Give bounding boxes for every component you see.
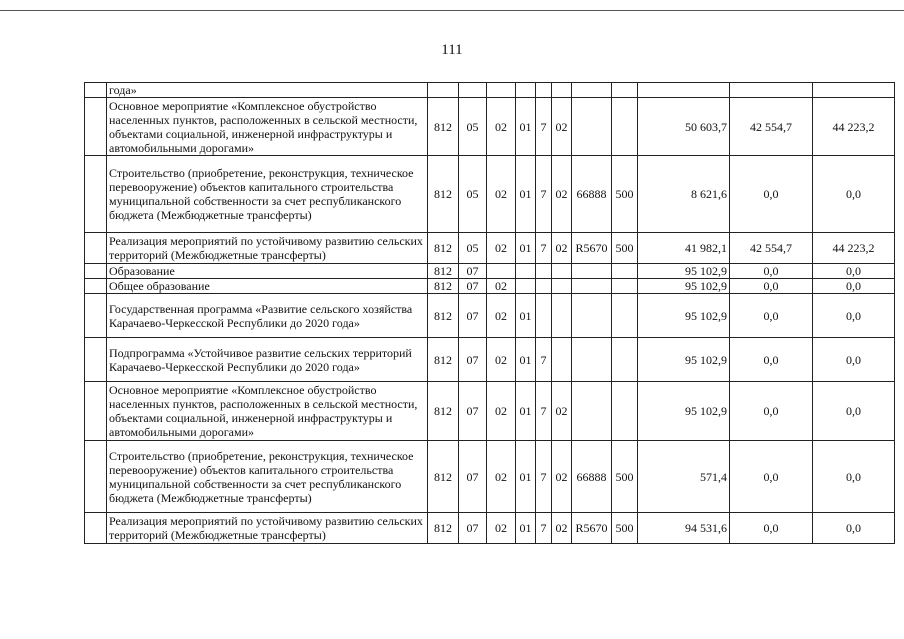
amount-year-1 [638, 83, 730, 98]
admin-code: 812 [428, 233, 459, 264]
section-code: 07 [459, 264, 487, 279]
expense-type-code: 500 [612, 233, 638, 264]
table-body [85, 83, 895, 544]
amount-year-1: 50 603,7 [638, 98, 730, 156]
expense-code: R5670 [572, 233, 612, 264]
table-row [85, 382, 895, 441]
table-row [85, 279, 895, 294]
section-code: 05 [459, 233, 487, 264]
subsection-code: 02 [487, 441, 516, 513]
page-number: 111 [441, 42, 463, 58]
direction-code [552, 264, 572, 279]
section-code: 07 [459, 279, 487, 294]
amount-year-1: 95 102,9 [638, 264, 730, 279]
direction-code [552, 83, 572, 98]
amount-year-2: 0,0 [730, 382, 813, 441]
row-name: Реализация мероприятий по устойчивому развитию сельских территорий (Межбюджетные трансферты) [107, 233, 428, 264]
program-code [516, 83, 536, 98]
subsection-code: 02 [487, 338, 516, 382]
subsection-code: 02 [487, 233, 516, 264]
section-code [459, 83, 487, 98]
section-code: 07 [459, 382, 487, 441]
admin-code: 812 [428, 156, 459, 233]
amount-year-2: 0,0 [730, 513, 813, 544]
program-code: 01 [516, 156, 536, 233]
admin-code: 812 [428, 338, 459, 382]
row-name: года» [107, 83, 428, 98]
admin-code: 812 [428, 294, 459, 338]
direction-code: 02 [552, 382, 572, 441]
subsection-code: 02 [487, 513, 516, 544]
expense-code [572, 264, 612, 279]
subprogram-code [536, 264, 552, 279]
row-margin-cell [85, 338, 107, 382]
subprogram-code: 7 [536, 338, 552, 382]
subsection-code [487, 264, 516, 279]
amount-year-1: 95 102,9 [638, 382, 730, 441]
subprogram-code: 7 [536, 233, 552, 264]
subsection-code: 02 [487, 279, 516, 294]
admin-code [428, 83, 459, 98]
direction-code: 02 [552, 156, 572, 233]
amount-year-3: 0,0 [813, 156, 895, 233]
amount-year-1: 571,4 [638, 441, 730, 513]
amount-year-2: 0,0 [730, 441, 813, 513]
row-margin-cell [85, 264, 107, 279]
admin-code: 812 [428, 513, 459, 544]
expense-type-code [612, 382, 638, 441]
expense-type-code [612, 279, 638, 294]
scan-top-edge [0, 10, 904, 11]
amount-year-3: 0,0 [813, 382, 895, 441]
subprogram-code [536, 279, 552, 294]
row-name: Основное мероприятие «Комплексное обустройство населенных пунктов, расположенных в сельской местности, объектами социальной, инженерной инфраструктуры и автомобильными дорогами» [107, 98, 428, 156]
row-margin-cell [85, 98, 107, 156]
amount-year-1: 95 102,9 [638, 294, 730, 338]
table-row [85, 98, 895, 156]
table-row [85, 513, 895, 544]
table-row [85, 83, 895, 98]
table-row [85, 233, 895, 264]
section-code: 05 [459, 98, 487, 156]
amount-year-3 [813, 83, 895, 98]
program-code: 01 [516, 513, 536, 544]
row-margin-cell [85, 513, 107, 544]
direction-code: 02 [552, 513, 572, 544]
amount-year-2: 42 554,7 [730, 233, 813, 264]
row-name: Общее образование [107, 279, 428, 294]
row-name: Подпрограмма «Устойчивое развитие сельских территорий Карачаево-Черкесской Республики до 2020 года» [107, 338, 428, 382]
direction-code [552, 338, 572, 382]
admin-code: 812 [428, 441, 459, 513]
subprogram-code: 7 [536, 441, 552, 513]
program-code: 01 [516, 294, 536, 338]
admin-code: 812 [428, 382, 459, 441]
amount-year-1: 95 102,9 [638, 338, 730, 382]
expense-code [572, 338, 612, 382]
row-margin-cell [85, 382, 107, 441]
subprogram-code: 7 [536, 513, 552, 544]
table-row [85, 264, 895, 279]
expense-code: 66888 [572, 441, 612, 513]
expense-code [572, 83, 612, 98]
expense-code: R5670 [572, 513, 612, 544]
program-code: 01 [516, 441, 536, 513]
program-code: 01 [516, 338, 536, 382]
expense-type-code: 500 [612, 513, 638, 544]
row-name: Образование [107, 264, 428, 279]
row-name: Реализация мероприятий по устойчивому развитию сельских территорий (Межбюджетные трансферты) [107, 513, 428, 544]
direction-code [552, 294, 572, 338]
row-margin-cell [85, 156, 107, 233]
row-margin-cell [85, 83, 107, 98]
expense-type-code [612, 338, 638, 382]
section-code: 05 [459, 156, 487, 233]
subsection-code [487, 83, 516, 98]
program-code: 01 [516, 382, 536, 441]
amount-year-2: 0,0 [730, 264, 813, 279]
row-margin-cell [85, 233, 107, 264]
expense-code [572, 98, 612, 156]
amount-year-2: 0,0 [730, 279, 813, 294]
row-name: Государственная программа «Развитие сельского хозяйства Карачаево-Черкесской Республики до 2020 года» [107, 294, 428, 338]
subsection-code: 02 [487, 98, 516, 156]
row-margin-cell [85, 279, 107, 294]
expense-type-code [612, 264, 638, 279]
direction-code: 02 [552, 233, 572, 264]
amount-year-1: 95 102,9 [638, 279, 730, 294]
program-code [516, 279, 536, 294]
amount-year-2: 0,0 [730, 338, 813, 382]
subprogram-code: 7 [536, 156, 552, 233]
expense-type-code [612, 83, 638, 98]
table-row [85, 156, 895, 233]
subsection-code: 02 [487, 382, 516, 441]
expense-type-code: 500 [612, 156, 638, 233]
program-code [516, 264, 536, 279]
budget-table [84, 82, 895, 544]
amount-year-3: 44 223,2 [813, 98, 895, 156]
table-row [85, 338, 895, 382]
amount-year-2 [730, 83, 813, 98]
program-code: 01 [516, 98, 536, 156]
amount-year-3: 0,0 [813, 441, 895, 513]
amount-year-2: 42 554,7 [730, 98, 813, 156]
direction-code [552, 279, 572, 294]
row-margin-cell [85, 441, 107, 513]
direction-code: 02 [552, 98, 572, 156]
expense-code: 66888 [572, 156, 612, 233]
expense-type-code [612, 294, 638, 338]
row-margin-cell [85, 294, 107, 338]
amount-year-3: 44 223,2 [813, 233, 895, 264]
expense-code [572, 294, 612, 338]
amount-year-1: 8 621,6 [638, 156, 730, 233]
admin-code: 812 [428, 264, 459, 279]
subsection-code: 02 [487, 156, 516, 233]
row-name: Основное мероприятие «Комплексное обустройство населенных пунктов, расположенных в сельской местности, объектами социальной, инженерной инфраструктуры и автомобильными дорогами» [107, 382, 428, 441]
amount-year-3: 0,0 [813, 264, 895, 279]
expense-type-code [612, 98, 638, 156]
table-row [85, 294, 895, 338]
subsection-code: 02 [487, 294, 516, 338]
row-name: Строительство (приобретение, реконструкция, техническое перевооружение) объектов капитального строительства муниципальной собственности за счет республиканского бюджета (Межбюджетные трансферты) [107, 156, 428, 233]
row-name: Строительство (приобретение, реконструкция, техническое перевооружение) объектов капитального строительства муниципальной собственности за счет республиканского бюджета (Межбюджетные трансферты) [107, 441, 428, 513]
section-code: 07 [459, 294, 487, 338]
amount-year-3: 0,0 [813, 513, 895, 544]
expense-type-code: 500 [612, 441, 638, 513]
subprogram-code [536, 83, 552, 98]
admin-code: 812 [428, 279, 459, 294]
subprogram-code: 7 [536, 98, 552, 156]
subprogram-code [536, 294, 552, 338]
admin-code: 812 [428, 98, 459, 156]
amount-year-1: 94 531,6 [638, 513, 730, 544]
expense-code [572, 279, 612, 294]
section-code: 07 [459, 441, 487, 513]
amount-year-3: 0,0 [813, 338, 895, 382]
amount-year-2: 0,0 [730, 156, 813, 233]
section-code: 07 [459, 338, 487, 382]
section-code: 07 [459, 513, 487, 544]
amount-year-1: 41 982,1 [638, 233, 730, 264]
amount-year-3: 0,0 [813, 294, 895, 338]
program-code: 01 [516, 233, 536, 264]
direction-code: 02 [552, 441, 572, 513]
subprogram-code: 7 [536, 382, 552, 441]
table-row [85, 441, 895, 513]
expense-code [572, 382, 612, 441]
amount-year-3: 0,0 [813, 279, 895, 294]
amount-year-2: 0,0 [730, 294, 813, 338]
